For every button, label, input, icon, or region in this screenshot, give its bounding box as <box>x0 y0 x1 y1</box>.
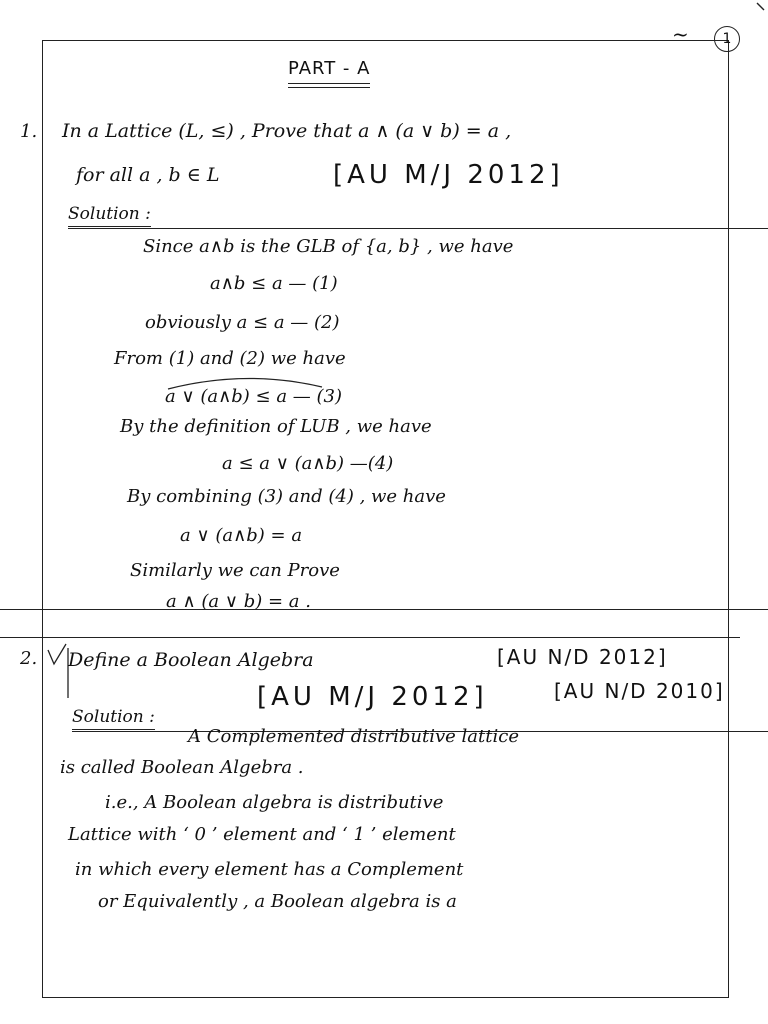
q1-solution-text: Solution : <box>68 204 151 227</box>
q2-line-2: is called Boolean Algebra . <box>60 757 304 778</box>
q2-line-6: or Equivalently , a Boolean algebra is a <box>98 891 457 912</box>
q1-step-10: Similarly we can Prove <box>130 560 340 581</box>
page-number: 1 <box>714 26 740 52</box>
q1-step-8: By combining (3) and (4) , we have <box>127 486 446 507</box>
q1-step-4: From (1) and (2) we have <box>114 348 346 369</box>
q2-solution-text: Solution : <box>72 707 155 730</box>
q1-step-2: a∧b ≤ a — (1) <box>210 273 338 294</box>
q1-solution-label <box>68 206 768 223</box>
q1-line1: In a Lattice (L, ≤) , Prove that a ∧ (a ∨ b) = a , <box>62 120 512 142</box>
corner-mark: ~ <box>672 22 689 46</box>
q1-step-9: a ∨ (a∧b) = a <box>180 525 303 546</box>
section-divider <box>0 609 768 610</box>
q2-line-4: Lattice with ‘ 0 ’ element and ‘ 1 ’ element <box>68 824 456 845</box>
q1-step-3: obviously a ≤ a — (2) <box>145 312 340 333</box>
q1-step-5: a ∨ (a∧b) ≤ a — (3) <box>165 386 343 407</box>
q2-number: 2. <box>20 648 38 669</box>
q2-question: Define a Boolean Algebra <box>68 649 314 671</box>
q1-step-1: Since a∧b is the GLB of {a, b} , we have <box>143 236 514 257</box>
q1-reference: [AU M/J 2012] <box>333 160 564 190</box>
q1-line2: for all a , b ∈ L <box>76 164 220 186</box>
q1-step-11: a ∧ (a ∨ b) = a . <box>166 591 311 612</box>
q1-step-6: By the definition of LUB , we have <box>120 416 432 437</box>
q2-line-5: in which every element has a Complement <box>75 859 464 880</box>
q2-line-3: i.e., A Boolean algebra is distributive <box>105 792 444 813</box>
q2-line-1: A Complemented distributive lattice <box>188 726 519 747</box>
section-divider <box>0 637 740 638</box>
check-mark-icon <box>46 642 70 702</box>
q1-number: 1. <box>20 121 38 142</box>
q1-step-7: a ≤ a ∨ (a∧b) —(4) <box>222 453 394 474</box>
corner-tick-icon <box>756 2 766 12</box>
q2-reference-1: [AU N/D 2012] <box>497 645 668 669</box>
q2-reference-2: [AU M/J 2012] <box>257 682 488 712</box>
q2-reference-3: [AU N/D 2010] <box>554 679 725 703</box>
page-title: PART - A <box>288 58 370 84</box>
